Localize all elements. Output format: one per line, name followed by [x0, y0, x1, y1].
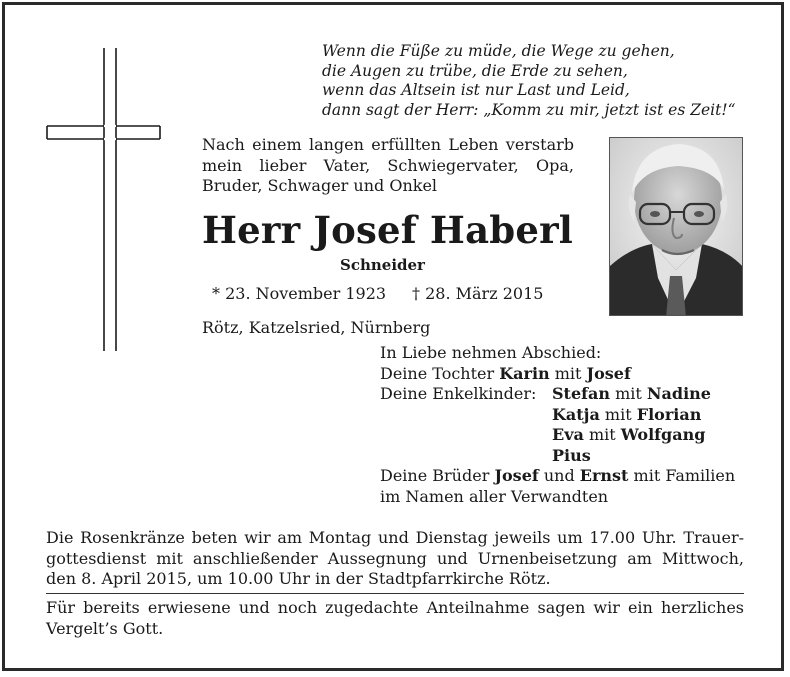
connector: mit [610, 384, 647, 404]
intro-line: Bruder, Schwager und Onkel [202, 176, 438, 195]
farewell-heading: In Liebe nehmen Abschied: [380, 343, 602, 362]
list-item [552, 446, 711, 467]
connector: mit [599, 404, 637, 424]
poem-line: die Augen zu trübe, die Erde zu sehen, [322, 61, 628, 80]
relation-label: Deine Brüder [380, 466, 495, 486]
mourner-daughter [380, 364, 735, 385]
list-item [552, 405, 711, 426]
mourner-name: Stefan [552, 384, 611, 404]
mourner-name: Eva [552, 425, 584, 445]
divider [46, 593, 744, 594]
list-item [552, 425, 711, 446]
intro-line: mein lieber Vater, Schwiegervater, Opa, [202, 155, 574, 175]
deceased-name: Herr Josef Haberl [202, 208, 574, 252]
residence-places: Rötz, Katzelsried, Nürnberg [202, 318, 431, 337]
mourner-name: Josef [586, 363, 631, 383]
service-line: gottesdienst mit anschließender Aussegnung und Urnenbeisetzung am Mittwoch, [46, 548, 744, 568]
intro-line: Nach einem langen erfüllten Leben verstarb [202, 135, 574, 154]
service-line: Die Rosenkränze beten wir am Montag und Dienstag jeweils um 17.00 Uhr. Trauer- [46, 528, 744, 547]
poem-line: dann sagt der Herr: „Komm zu mir, jetzt ist es Zeit!“ [322, 100, 736, 119]
birth-date: * 23. November 1923 [212, 284, 387, 303]
death-date: † 28. März 2015 [412, 284, 544, 303]
grandchildren-names [552, 384, 711, 466]
death-announcement-intro [202, 135, 574, 197]
poem-line: Wenn die Füße zu müde, die Wege zu gehen, [322, 42, 675, 60]
thanks-line: Vergelt’s Gott. [46, 618, 164, 638]
mourner-name: Ernst [579, 466, 629, 486]
list-item [552, 384, 711, 405]
mourner-name: Pius [552, 445, 591, 465]
memorial-poem [322, 42, 736, 120]
mourner-name: Katja [552, 404, 600, 424]
thanks-line: Für bereits erwiesene und noch zugedachte Anteilnahme sagen wir ein herzliches [46, 598, 744, 617]
relation-label: Deine Tochter [380, 363, 500, 383]
relatives-line: im Namen aller Verwandten [380, 486, 609, 506]
poem-line: wenn das Altsein ist nur Last und Leid, [322, 81, 630, 99]
portrait-photo [609, 137, 743, 316]
mourner-name: Florian [636, 404, 702, 424]
relation-label: Deine Enkelkinder: [380, 384, 537, 404]
connector: und [538, 466, 580, 486]
mourner-name: Josef [494, 466, 539, 486]
mourner-name: Karin [499, 363, 550, 383]
mourner-name: Wolfgang [620, 425, 706, 445]
mourner-brothers [380, 466, 735, 487]
deceased-occupation: Schneider [340, 256, 425, 274]
connector: mit [549, 363, 587, 383]
connector: mit Familien [628, 466, 736, 486]
mourners-list [380, 343, 735, 507]
grandchildren-group [380, 384, 735, 466]
service-line: den 8. April 2015, um 10.00 Uhr in der Stadtpfarrkirche Rötz. [46, 569, 551, 589]
service-details [46, 528, 744, 590]
mourner-name: Nadine [646, 384, 711, 404]
thanks-note [46, 598, 744, 639]
connector: mit [583, 425, 621, 445]
